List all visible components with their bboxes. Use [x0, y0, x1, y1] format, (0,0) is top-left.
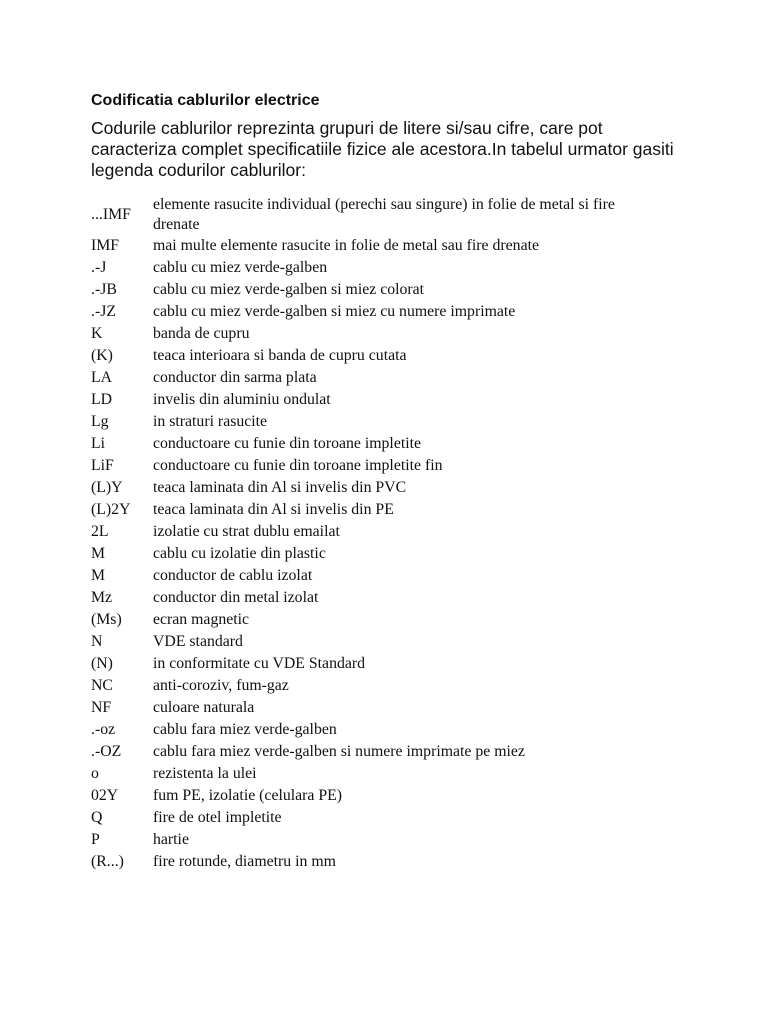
table-row — [91, 741, 691, 763]
cable-code: (L)Y — [91, 479, 123, 496]
table-row — [91, 609, 691, 631]
intro-line: legenda codurilor cablurilor: — [91, 160, 306, 180]
table-row — [91, 763, 691, 785]
document-page — [91, 90, 691, 873]
cable-code-description: banda de cupru — [153, 325, 250, 342]
table-row — [91, 345, 691, 367]
cable-code-description: izolatie cu strat dublu emailat — [153, 523, 340, 540]
cable-code: K — [91, 325, 103, 342]
table-row — [91, 697, 691, 719]
table-row — [91, 323, 691, 345]
cable-code-description: conductoare cu funie din toroane impletite fin — [153, 457, 443, 474]
cable-code-description: anti-coroziv, fum-gaz — [153, 677, 289, 694]
cable-code-description: cablu cu miez verde-galben si miez colorat — [153, 281, 425, 298]
table-row — [91, 785, 691, 807]
table-row — [91, 301, 691, 323]
cable-code: P — [91, 831, 100, 848]
cable-code-description: cablu cu izolatie din plastic — [153, 545, 326, 562]
table-row — [91, 631, 691, 653]
description-line: elemente rasucite individual (perechi sau singure) in folie de metal si fire — [153, 195, 615, 213]
cable-code-description: conductoare cu funie din toroane impletite — [153, 435, 422, 452]
table-row — [91, 719, 691, 741]
cable-code-description: cablu cu miez verde-galben — [153, 259, 328, 276]
table-row — [91, 194, 691, 235]
cable-code: IMF — [91, 237, 120, 254]
cable-code-description: fire rotunde, diametru in mm — [153, 853, 336, 870]
cable-code-description: teaca laminata din Al si invelis din PE — [153, 501, 394, 518]
cable-code-description: rezistenta la ulei — [153, 765, 257, 782]
intro-paragraph — [91, 118, 674, 181]
cable-code: NF — [91, 699, 112, 716]
cable-code: Q — [91, 809, 103, 826]
cable-code: .-J — [91, 259, 107, 276]
description-line: drenate — [153, 215, 200, 233]
table-row — [91, 411, 691, 433]
table-row — [91, 235, 691, 257]
cable-code: (L)2Y — [91, 501, 131, 518]
cable-code-description: teaca laminata din Al si invelis din PVC — [153, 479, 407, 496]
cable-code: M — [91, 545, 106, 562]
cable-code-description: culoare naturala — [153, 699, 255, 716]
cable-code-description: ecran magnetic — [153, 611, 250, 628]
cable-code: .-JZ — [91, 303, 117, 320]
cable-code: LiF — [91, 457, 114, 474]
table-row — [91, 829, 691, 851]
cable-code-description: conductor din metal izolat — [153, 589, 319, 606]
table-row — [91, 499, 691, 521]
cable-code-description: conductor de cablu izolat — [153, 567, 313, 584]
table-row — [91, 257, 691, 279]
table-row — [91, 543, 691, 565]
table-row — [91, 279, 691, 301]
table-row — [91, 389, 691, 411]
table-row — [91, 477, 691, 499]
cable-code: (R...) — [91, 853, 124, 870]
cable-code: M — [91, 567, 106, 584]
table-row — [91, 851, 691, 873]
cable-code-description: mai multe elemente rasucite in folie de metal sau fire drenate — [153, 237, 539, 254]
cable-code: Li — [91, 435, 106, 452]
table-row — [91, 521, 691, 543]
cable-code-description — [153, 195, 691, 235]
cable-code-description: teaca interioara si banda de cupru cutata — [153, 347, 407, 364]
cable-code: Mz — [91, 589, 113, 606]
cable-code-description: cablu fara miez verde-galben — [153, 721, 337, 738]
cable-code-description: hartie — [153, 831, 189, 848]
cable-code: NC — [91, 677, 113, 694]
cable-code-description: cablu fara miez verde-galben si numere imprimate pe miez — [153, 743, 525, 760]
table-row — [91, 675, 691, 697]
cable-code-description: fum PE, izolatie (celulara PE) — [153, 787, 343, 804]
table-row — [91, 807, 691, 829]
cable-code: LD — [91, 391, 113, 408]
cable-code: Lg — [91, 413, 109, 430]
cable-code: N — [91, 633, 103, 650]
page-title: Codificatia cablurilor electrice — [91, 92, 320, 109]
intro-line: Codurile cablurilor reprezinta grupuri de litere si/sau cifre, care pot — [91, 118, 603, 138]
cable-code: o — [91, 765, 99, 782]
cable-code-description: invelis din aluminiu ondulat — [153, 391, 331, 408]
cable-code: 02Y — [91, 787, 119, 804]
cable-code-description: fire de otel impletite — [153, 809, 282, 826]
cable-code: (K) — [91, 347, 113, 364]
cable-code-description: VDE standard — [153, 633, 243, 650]
table-row — [91, 565, 691, 587]
table-row — [91, 367, 691, 389]
cable-code: .-JB — [91, 281, 117, 298]
cable-code-description: in conformitate cu VDE Standard — [153, 655, 366, 672]
cable-code: .-OZ — [91, 743, 122, 760]
cable-code: ...IMF — [91, 205, 131, 223]
cable-code: (Ms) — [91, 611, 122, 628]
cable-code-description: cablu cu miez verde-galben si miez cu numere imprimate — [153, 303, 516, 320]
cable-code-description: conductor din sarma plata — [153, 369, 317, 386]
cable-code: .-oz — [91, 721, 116, 738]
cable-code-description: in straturi rasucite — [153, 413, 268, 430]
table-row — [91, 653, 691, 675]
table-row — [91, 587, 691, 609]
cable-code: 2L — [91, 523, 109, 540]
cable-code: LA — [91, 369, 113, 386]
cable-code: (N) — [91, 655, 113, 672]
table-row — [91, 433, 691, 455]
intro-line: caracteriza complet specificatiile fizice ale acestora.In tabelul urmator gasiti — [91, 139, 674, 159]
table-row — [91, 455, 691, 477]
cable-code-table — [91, 194, 691, 873]
